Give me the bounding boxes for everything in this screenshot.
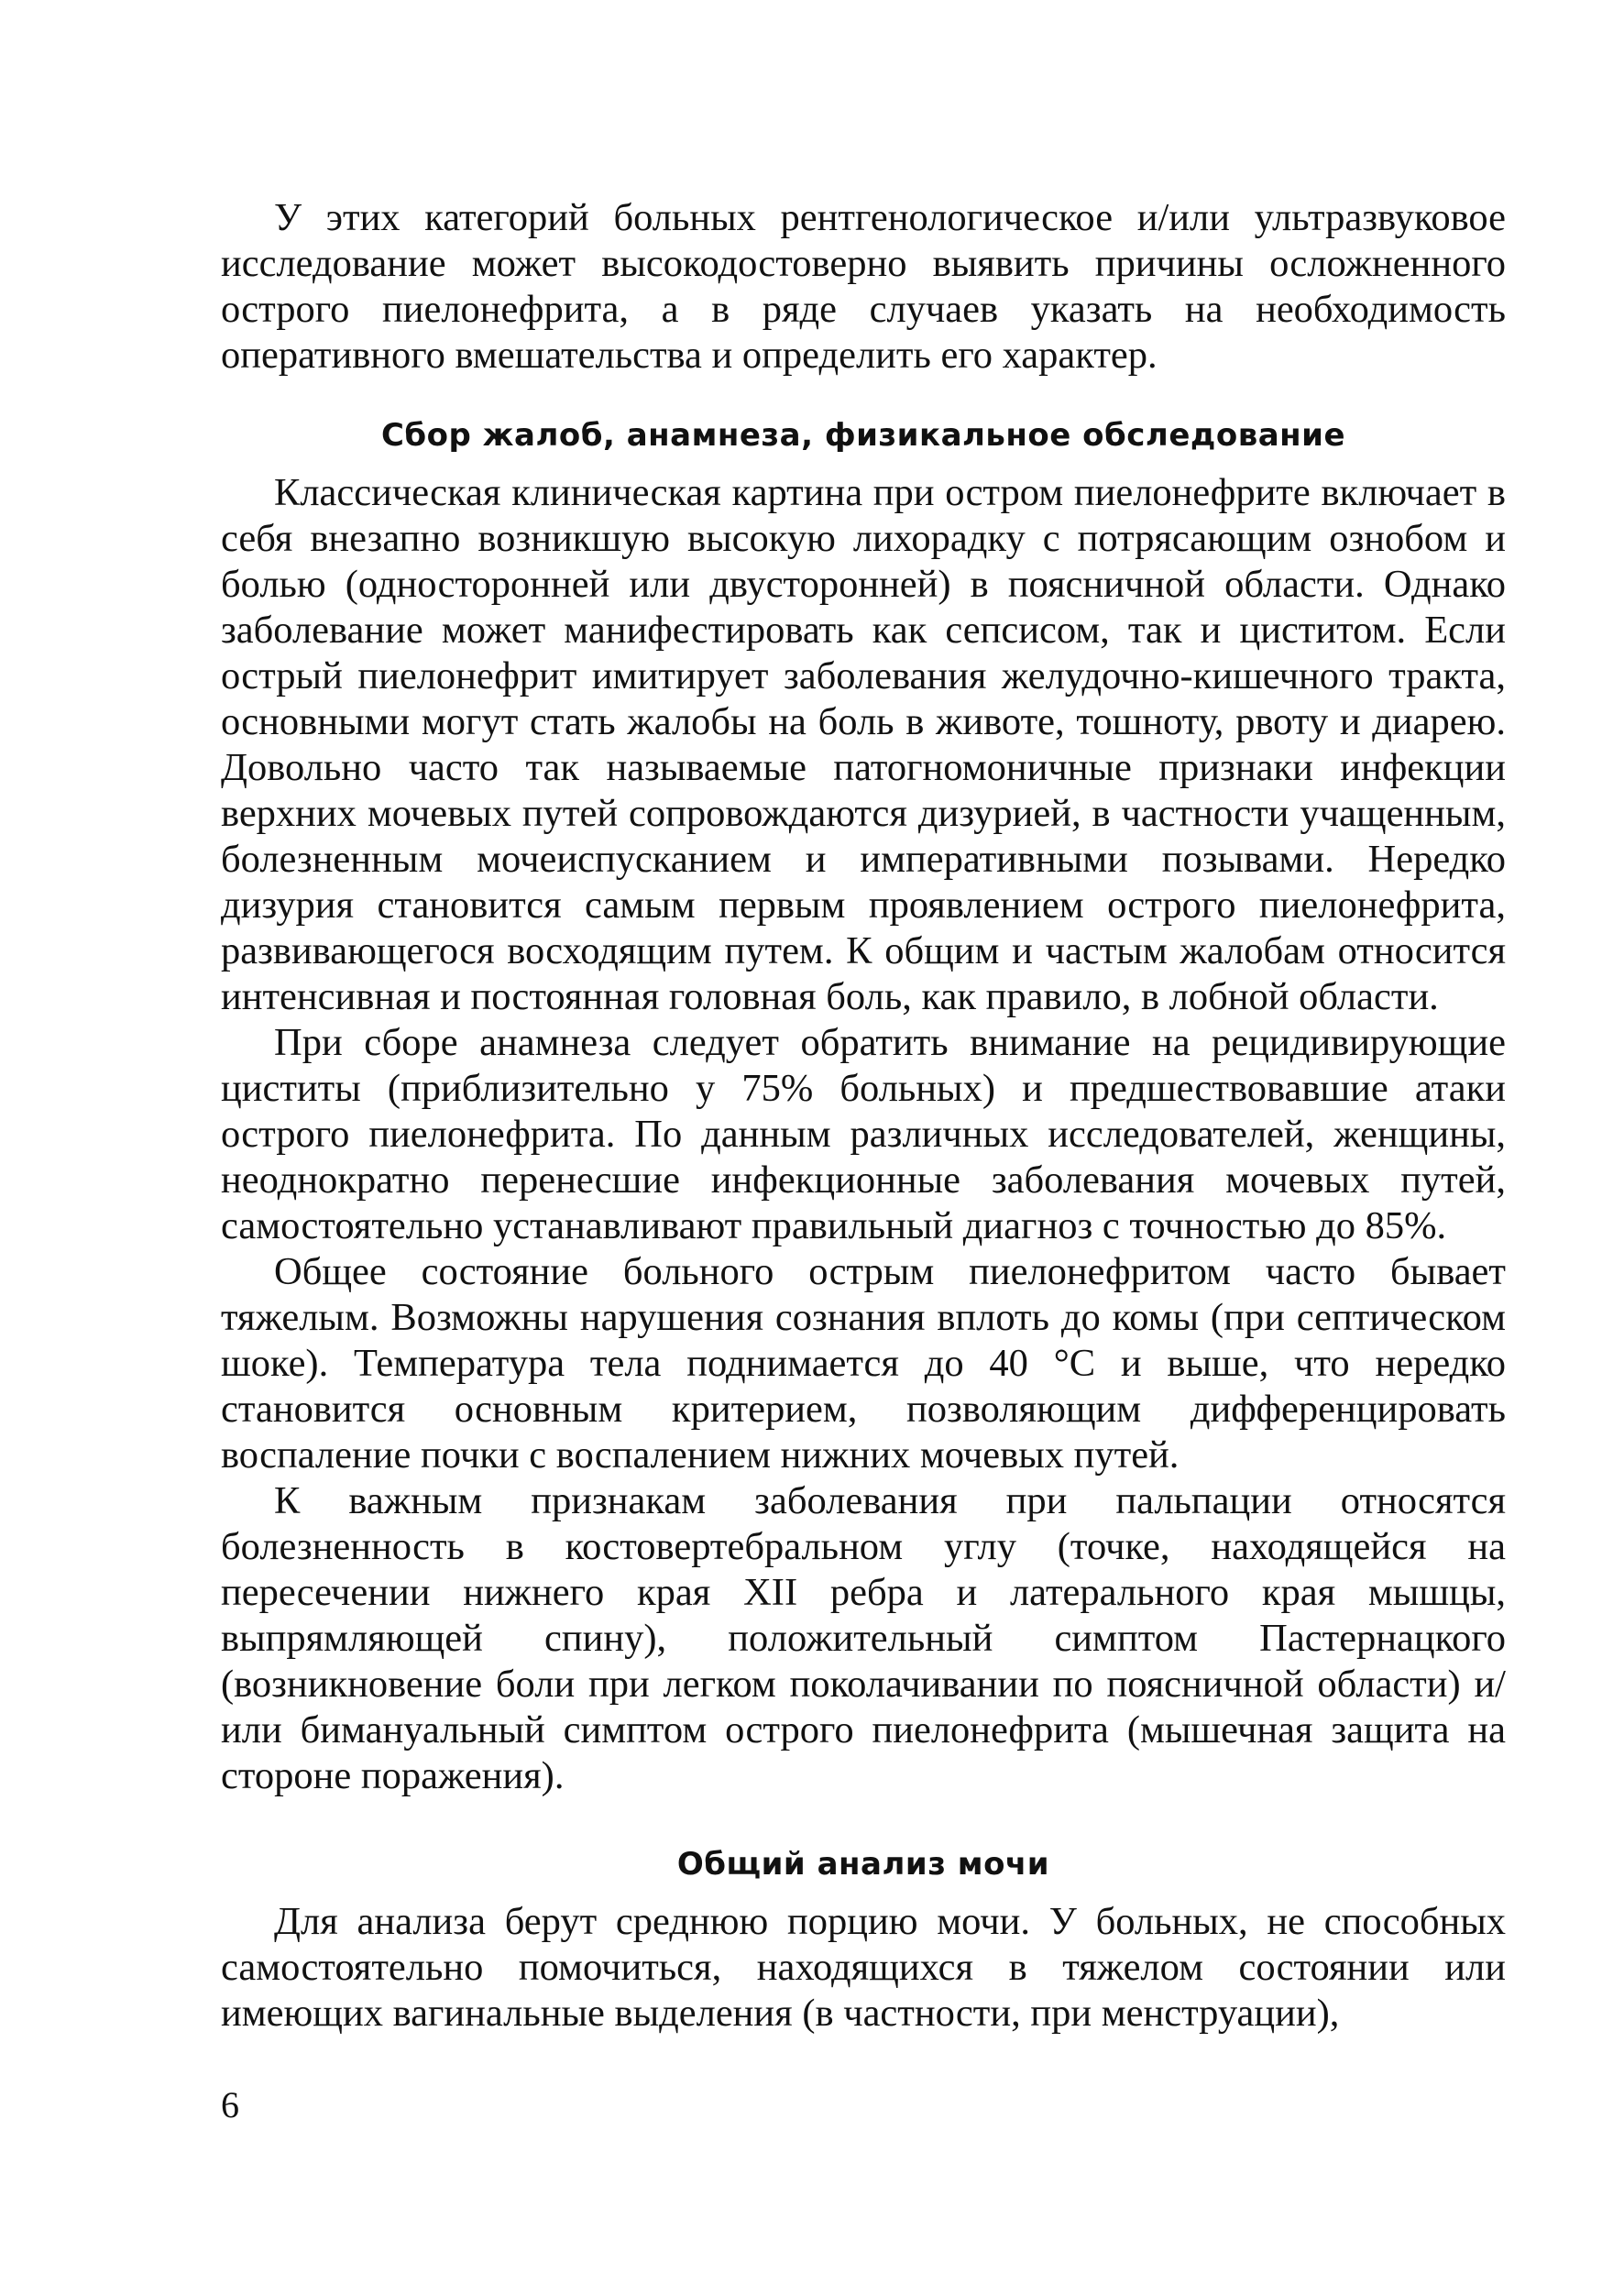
section-body <box>221 470 1506 1799</box>
paragraph: Общее состояние больного острым пиелонефритом часто бывает тяжелым. Возможны нарушения сознания вплоть до комы (при септическом шоке). Температура тела поднимается до 40 °С и выше, что нередко становится основным критерием, позволяющим дифференцировать воспаление почки с воспалением нижних мочевых путей. <box>221 1250 1506 1477</box>
section-heading: Сбор жалоб, анамнеза, физикальное обследование <box>380 417 1346 454</box>
paragraph: Классическая клиническая картина при остром пиелонефрите включает в себя внезапно возникшую высокую лихорадку с потрясающим ознобом и болью (односторонней или двусторонней) в поясничной области. Однако заболевание может манифестировать как сепсисом, так и циститом. Если острый пиелонефрит имитирует заболевания желудочно-кишечного тракта, основными могут стать жалобы на боль в животе, тошноту, рвоту и диарею. Довольно часто так называемые патогномоничные признаки инфекции верхних мочевых путей сопровождаются дизурией, в частности учащенным, болезненным мочеиспусканием и императивными позывами. Нередко дизурия становится самым первым проявлением острого пиелонефрита, развивающегося восходящим путем. К общим и частым жалобам относится интенсивная и постоянная головная боль, как правило, в лобной области. <box>221 471 1506 1018</box>
paragraph: К важным признакам заболевания при пальпации относятся болезненность в костовертебральном углу (точке, находящейся на пересечении нижнего края XII ребра и латерального края мышцы, выпрямляющей спину), положительный симптом Пастернацкого (возникновение боли при легком поколачивании по поясничной области) и/или бимануальный симптом острого пиелонефрита (мышечная защита на стороне поражения). <box>221 1479 1506 1797</box>
intro-text <box>221 195 1506 379</box>
paragraph: У этих категорий больных рентгенологическое и/или ультразвуковое исследование может высокодостоверно выявить причины осложненного острого пиелонефрита, а в ряде случаев указать на необходимость оперативного вмешательства и определить его характер. <box>221 196 1506 377</box>
page-number: 6 <box>221 2084 239 2125</box>
section-body <box>221 1899 1506 2037</box>
paragraph: При сборе анамнеза следует обратить внимание на рецидивирующие циститы (приблизительно у 75% больных) и предшествовавшие атаки острого пиелонефрита. По данным различных исследователей, женщины, неоднократно перенесшие инфекционные заболевания мочевых путей, самостоятельно устанавливают правильный диагноз с точностью до 85%. <box>221 1021 1506 1247</box>
paragraph: Для анализа берут среднюю порцию мочи. У больных, не способных самостоятельно помочиться, находящихся в тяжелом состоянии или имеющих вагинальные выделения (в частности, при менструации), <box>221 1900 1506 2035</box>
section-heading: Общий анализ мочи <box>676 1846 1050 1883</box>
